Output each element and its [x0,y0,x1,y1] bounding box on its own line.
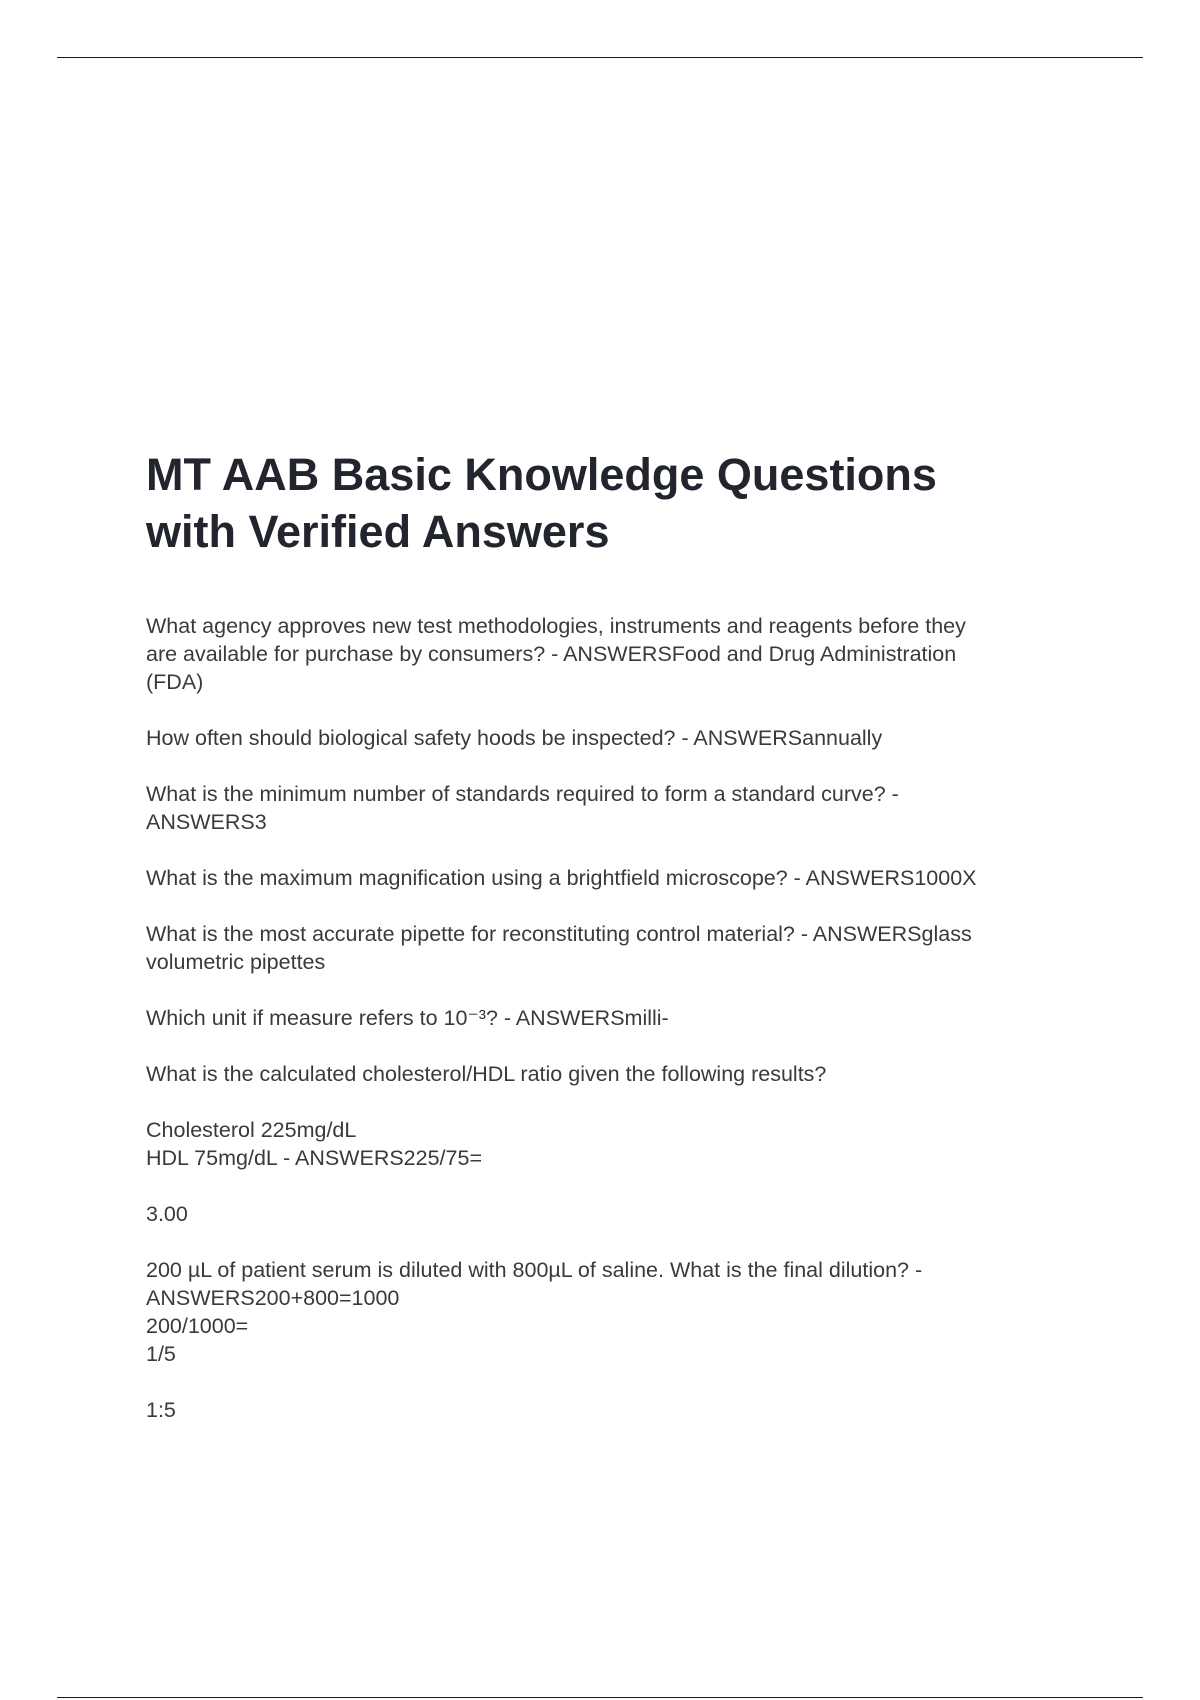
qa-paragraph-dilution-result [146,1396,1096,1424]
text-line: are available for purchase by consumers? - ANSWERSFood and Drug Administration [146,642,957,666]
text-line: What is the calculated cholesterol/HDL ratio given the following results? [146,1062,827,1086]
qa-paragraph-ratio-result [146,1200,1096,1228]
document-body [146,612,1096,1452]
text-line: 200 µL of patient serum is diluted with 800µL of saline. What is the final dilution? - [146,1258,923,1282]
qa-paragraph-cholesterol-question [146,1060,1096,1088]
qa-paragraph-milli [146,1004,1096,1032]
text-line: 200/1000= [146,1314,249,1338]
text-line: Which unit if measure refers to 10⁻³? - ANSWERSmilli- [146,1006,669,1030]
document-title [146,446,1106,560]
text-line: 1:5 [146,1398,176,1422]
qa-paragraph-pipette [146,920,1096,976]
qa-paragraph-cholesterol-values [146,1116,1096,1172]
text-line: HDL 75mg/dL - ANSWERS225/75= [146,1146,483,1170]
text-line: What is the most accurate pipette for reconstituting control material? - ANSWERSglass [146,922,972,946]
qa-paragraph-magnification [146,864,1096,892]
header-rule [57,57,1143,58]
qa-paragraph-fda [146,612,1096,696]
text-line: 1/5 [146,1342,176,1366]
text-line: What is the maximum magnification using a brightfield microscope? - ANSWERS1000X [146,866,977,890]
qa-paragraph-dilution [146,1256,1096,1368]
text-line: 3.00 [146,1202,188,1226]
text-line: (FDA) [146,670,204,694]
text-line: ANSWERS3 [146,810,267,834]
footer-rule [57,1697,1143,1698]
text-line: How often should biological safety hoods be inspected? - ANSWERSannually [146,726,883,750]
qa-paragraph-standard-curve [146,780,1096,836]
title-line: MT AAB Basic Knowledge Questions [146,449,937,500]
text-line: What agency approves new test methodologies, instruments and reagents before they [146,614,966,638]
qa-paragraph-safety-hoods [146,724,1096,752]
text-line: Cholesterol 225mg/dL [146,1118,357,1142]
text-line: ANSWERS200+800=1000 [146,1286,400,1310]
text-line: volumetric pipettes [146,950,326,974]
title-line: with Verified Answers [146,506,610,557]
text-line: What is the minimum number of standards required to form a standard curve? - [146,782,899,806]
